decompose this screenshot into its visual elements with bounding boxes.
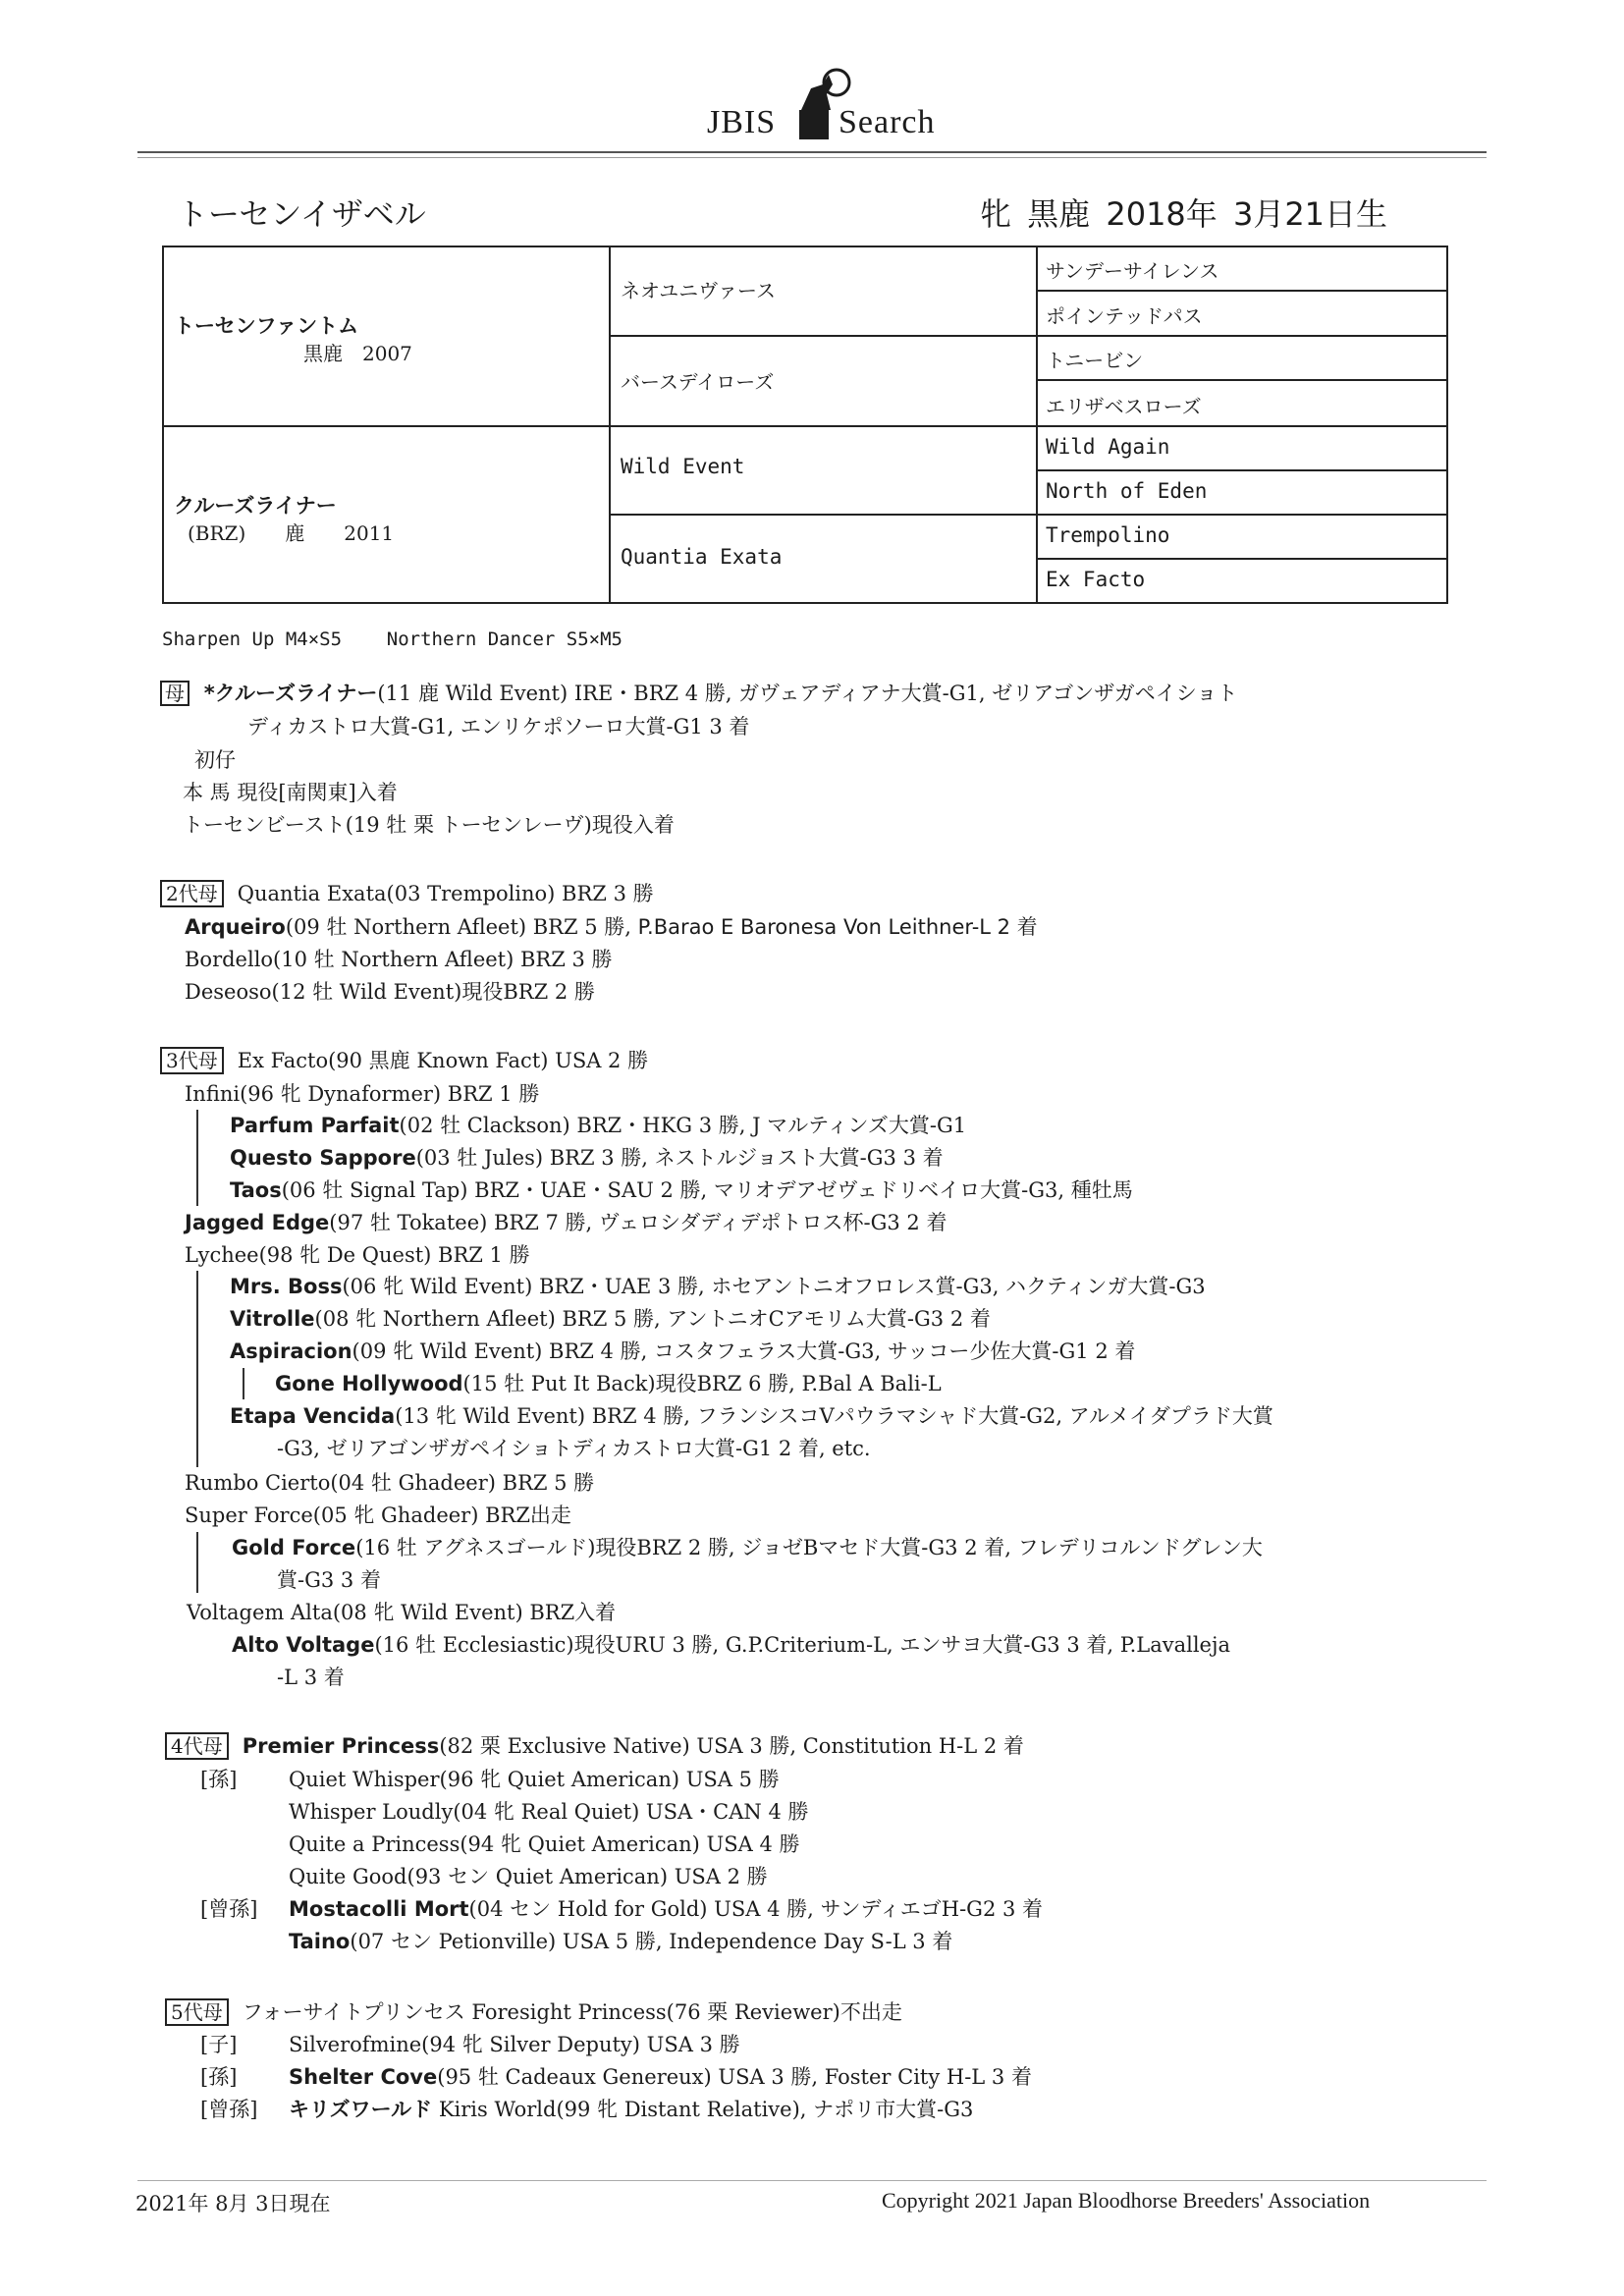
pedigree-dam-dam-cell — [609, 514, 1038, 604]
pedigree-sire-dam-cell — [609, 335, 1038, 427]
dam3-row — [275, 1368, 942, 1397]
horse-record: (15 牡 Put It Back)現役BRZ 6 勝, P.Bal A Bali-L — [462, 1372, 942, 1395]
dam-line-4: 本 馬 現役[南関東]入着 — [183, 781, 398, 804]
section-label-dam5: 5代母 — [165, 1998, 229, 2026]
horse-bold: Vitrolle — [230, 1307, 315, 1331]
horse-record: (13 牝 Wild Event) BRZ 4 勝, フランシスコVパウラマシャド大賞-G2, アルメイダプラド大賞 — [395, 1404, 1273, 1428]
dam2-row: Bordello(10 牡 Northern Afleet) BRZ 3 勝 — [185, 948, 613, 971]
dam-line-5: トーセンビースト(19 牡 栗 トーセンレーヴ)現役入着 — [183, 813, 675, 837]
dam4-row: Quiet Whisper(96 牝 Quiet American) USA 5 勝 — [289, 1768, 780, 1791]
dam3-row: Rumbo Cierto(04 牡 Ghadeer) BRZ 5 勝 — [185, 1471, 595, 1495]
dam3-row — [230, 1336, 1135, 1365]
pedigree-sire-sire-cell — [609, 246, 1038, 337]
dam2-head — [160, 878, 654, 907]
sire-detail: 黒鹿 2007 — [303, 342, 412, 365]
dam4-row: Quite Good(93 セン Quiet American) USA 2 勝 — [289, 1865, 768, 1888]
header-divider — [137, 151, 1487, 153]
g3-name: サンデーサイレンス — [1046, 259, 1219, 283]
dam2-row: Deseoso(12 牡 Wild Event)現役BRZ 2 勝 — [185, 980, 595, 1004]
header-divider-thin — [137, 157, 1487, 158]
dam5-row — [289, 2094, 973, 2123]
relation-tag: [子] — [200, 2033, 238, 2056]
horse-record: (06 牡 Signal Tap) BRZ・UAE・SAU 2 勝, マリオデアゼヴェドリベイロ大賞-G3, 種牡馬 — [281, 1178, 1133, 1202]
dam3-record: Ex Facto(90 黒鹿 Known Fact) USA 2 勝 — [237, 1049, 649, 1072]
horse-name: トーセンイザベル — [177, 195, 426, 233]
horse-bold: Mrs. Boss — [230, 1275, 343, 1298]
dam5-head — [165, 1996, 902, 2026]
sire-dam-name: バースデイローズ — [621, 370, 775, 394]
branch-line — [196, 1110, 198, 1206]
dam-name-bold: *クルーズライナー — [203, 682, 378, 705]
relation-tag: [孫] — [200, 2065, 238, 2089]
dam3-head — [160, 1045, 648, 1074]
relation-tag: [曾孫] — [200, 2098, 258, 2121]
dam3-row — [230, 1400, 1273, 1430]
pedigree-dam-cell — [162, 425, 611, 604]
section-label-dam: 母 — [160, 681, 189, 706]
horse-bold: Gone Hollywood — [275, 1372, 463, 1395]
pedigree-sire-cell — [162, 246, 611, 427]
dam5-row: Silverofmine(94 牝 Silver Deputy) USA 3 勝 — [289, 2033, 740, 2056]
dam5-row — [289, 2061, 1032, 2091]
horse-record: (09 牡 Northern Afleet) BRZ 5 勝, — [285, 915, 638, 939]
horse-record: (82 栗 Exclusive Native) USA 3 勝, Constitution H-L 2 着 — [439, 1734, 1024, 1758]
horse-bold: Jagged Edge — [185, 1211, 330, 1234]
dam3-row — [185, 1207, 947, 1236]
horse-record: (08 牝 Northern Afleet) BRZ 5 勝, アントニオCアモリム大賞-G3 2 着 — [314, 1307, 991, 1331]
dam3-row: Lychee(98 牝 De Quest) BRZ 1 勝 — [185, 1243, 530, 1267]
dam3-row — [232, 1532, 1263, 1561]
relation-tag: [曾孫] — [200, 1897, 258, 1921]
g3-name: North of Eden — [1046, 479, 1208, 503]
horse-bold: Questo Sappore — [230, 1146, 416, 1170]
dam2-record: Quantia Exata(03 Trempolino) BRZ 3 勝 — [237, 882, 654, 905]
horse-record: (02 牡 Clackson) BRZ・HKG 3 勝, J マルティンズ大賞-G1 — [399, 1114, 967, 1137]
dam3-row — [230, 1142, 944, 1172]
horse-bold: Alto Voltage — [232, 1633, 375, 1657]
relation-tag: [孫] — [200, 1768, 238, 1791]
g3-name: ポインテッドパス — [1046, 304, 1203, 328]
dam3-row: Infini(96 牝 Dynaformer) BRZ 1 勝 — [185, 1082, 540, 1106]
dam3-row: 賞-G3 3 着 — [277, 1568, 381, 1592]
section-label-dam3: 3代母 — [160, 1047, 224, 1074]
dam5-record: フォーサイトプリンセス Foresight Princess(76 栗 Reviewer)不出走 — [242, 2000, 902, 2024]
dam-line-1 — [160, 678, 1237, 707]
pedigree-table — [162, 246, 1448, 604]
dam-line-3: 初仔 — [194, 748, 236, 772]
sire-sire-name: ネオユニヴァース — [621, 279, 776, 302]
section-label-dam2: 2代母 — [160, 880, 224, 907]
branch-line — [196, 1271, 198, 1467]
pedigree-g3-cell — [1036, 558, 1448, 604]
logo-text-jbis: JBIS — [707, 104, 777, 140]
pedigree-g3-cell — [1036, 246, 1448, 292]
dam-sire-name: Wild Event — [621, 455, 745, 478]
dam-line-2: ディカストロ大賞-G1, エンリケポソーロ大賞-G1 3 着 — [247, 715, 750, 738]
dam3-row — [230, 1175, 1133, 1204]
horse-bold: Mostacolli Mort — [289, 1897, 469, 1921]
horse-bold: Taino — [289, 1930, 351, 1953]
dam3-row — [230, 1110, 966, 1139]
horse-bold: キリズワールド — [289, 2098, 433, 2121]
dam-name: クルーズライナー — [174, 494, 337, 518]
horse-record: (07 セン Petionville) USA 5 勝, Independence Day S-L 3 着 — [350, 1930, 953, 1953]
horse-record: (97 牡 Tokatee) BRZ 7 勝, ヴェロシダディデポトロス杯-G3 2 着 — [329, 1211, 947, 1234]
logo-text-search: Search — [839, 104, 936, 140]
jbis-search-logo — [695, 61, 950, 149]
inbreeding-note: Sharpen Up M4×S5 Northern Dancer S5×M5 — [162, 629, 623, 650]
dam3-row — [232, 1629, 1230, 1659]
pedigree-g3-cell — [1036, 469, 1448, 516]
horse-record: (04 セン Hold for Gold) USA 4 勝, サンディエゴH-G2 3 着 — [468, 1897, 1044, 1921]
horse-record: (09 牝 Wild Event) BRZ 4 勝, コスタフェラス大賞-G3, サッコー少佐大賞-G1 2 着 — [352, 1339, 1136, 1363]
dam3-row: -G3, ゼリアゴンザガペイショトディカストロ大賞-G1 2 着, etc. — [277, 1437, 871, 1460]
branch-line — [196, 1532, 198, 1593]
dam3-row: Super Force(05 牝 Ghadeer) BRZ出走 — [185, 1503, 571, 1527]
dam-detail: (BRZ) 鹿 2011 — [188, 521, 395, 545]
horse-race: P.Barao E Baronesa Von Leithner-L 2 着 — [637, 915, 1038, 939]
dam3-row — [230, 1303, 991, 1333]
pedigree-g3-cell — [1036, 514, 1448, 560]
dam4-row: Whisper Loudly(04 牝 Real Quiet) USA・CAN 4 勝 — [289, 1800, 809, 1824]
dam4-row — [289, 1926, 952, 1955]
footer-copyright: Copyright 2021 Japan Bloodhorse Breeders' Association — [882, 2188, 1371, 2213]
horse-bold: Parfum Parfait — [230, 1114, 400, 1137]
g3-name: トニービン — [1046, 349, 1144, 372]
dam4-row — [289, 1893, 1043, 1923]
horse-record: (16 牡 アグネスゴールド)現役BRZ 2 勝, ジョゼBマセド大賞-G3 2 着, フレデリコルンドグレン大 — [355, 1536, 1263, 1559]
g3-name: Trempolino — [1046, 523, 1170, 547]
sire-name: トーセンファントム — [174, 314, 359, 338]
horse-record: (95 牡 Cadeaux Genereux) USA 3 勝, Foster City H-L 3 着 — [437, 2065, 1032, 2089]
horse-record: (16 牡 Ecclesiastic)現役URU 3 勝, G.P.Criterium-L, エンサヨ大賞-G3 3 着, P.Lavalleja — [374, 1633, 1230, 1657]
pedigree-dam-sire-cell — [609, 425, 1038, 516]
dam-record: (11 鹿 Wild Event) IRE・BRZ 4 勝, ガヴェアディアナ大賞-G1, ゼリアゴンザガペイショト — [377, 682, 1238, 705]
horse-bold: Taos — [230, 1178, 282, 1202]
horse-record: (03 牡 Jules) BRZ 3 勝, ネストルジョスト大賞-G3 3 着 — [415, 1146, 944, 1170]
horse-bold: Etapa Vencida — [230, 1404, 396, 1428]
horse-record: (06 牝 Wild Event) BRZ・UAE 3 勝, ホセアントニオフロレス賞-G3, ハクティンガ大賞-G3 — [342, 1275, 1206, 1298]
pedigree-g3-cell — [1036, 290, 1448, 337]
footer-divider — [137, 2180, 1487, 2181]
horse-bold: Shelter Cove — [289, 2065, 438, 2089]
horse-bold: Premier Princess — [242, 1734, 440, 1758]
branch-line — [243, 1368, 244, 1399]
dam-dam-name: Quantia Exata — [621, 545, 783, 569]
pedigree-g3-cell — [1036, 425, 1448, 471]
g3-name: Ex Facto — [1046, 568, 1146, 591]
dam4-row: Quite a Princess(94 牝 Quiet American) USA 4 勝 — [289, 1832, 800, 1856]
horse-info: 牝 黒鹿 2018年 3月21日生 — [980, 195, 1388, 233]
horse-bold: Gold Force — [232, 1536, 356, 1559]
dam4-head — [165, 1730, 1024, 1760]
pedigree-g3-cell — [1036, 335, 1448, 381]
pedigree-g3-cell — [1036, 379, 1448, 427]
footer-date: 2021年 8月 3日現在 — [135, 2192, 331, 2215]
dam3-row: Voltagem Alta(08 牝 Wild Event) BRZ入着 — [187, 1601, 617, 1624]
section-label-dam4: 4代母 — [165, 1732, 229, 1760]
horse-bold: Aspiracion — [230, 1339, 352, 1363]
dam3-row: -L 3 着 — [277, 1666, 345, 1689]
logo-block-icon — [799, 110, 829, 139]
horse-record: Kiris World(99 牝 Distant Relative), ナポリ市大賞-G3 — [432, 2098, 974, 2121]
g3-name: Wild Again — [1046, 435, 1170, 459]
dam3-row — [230, 1271, 1206, 1300]
horse-bold: Arqueiro — [185, 915, 286, 939]
dam2-row — [185, 911, 1038, 941]
g3-name: エリザベスローズ — [1046, 395, 1202, 418]
